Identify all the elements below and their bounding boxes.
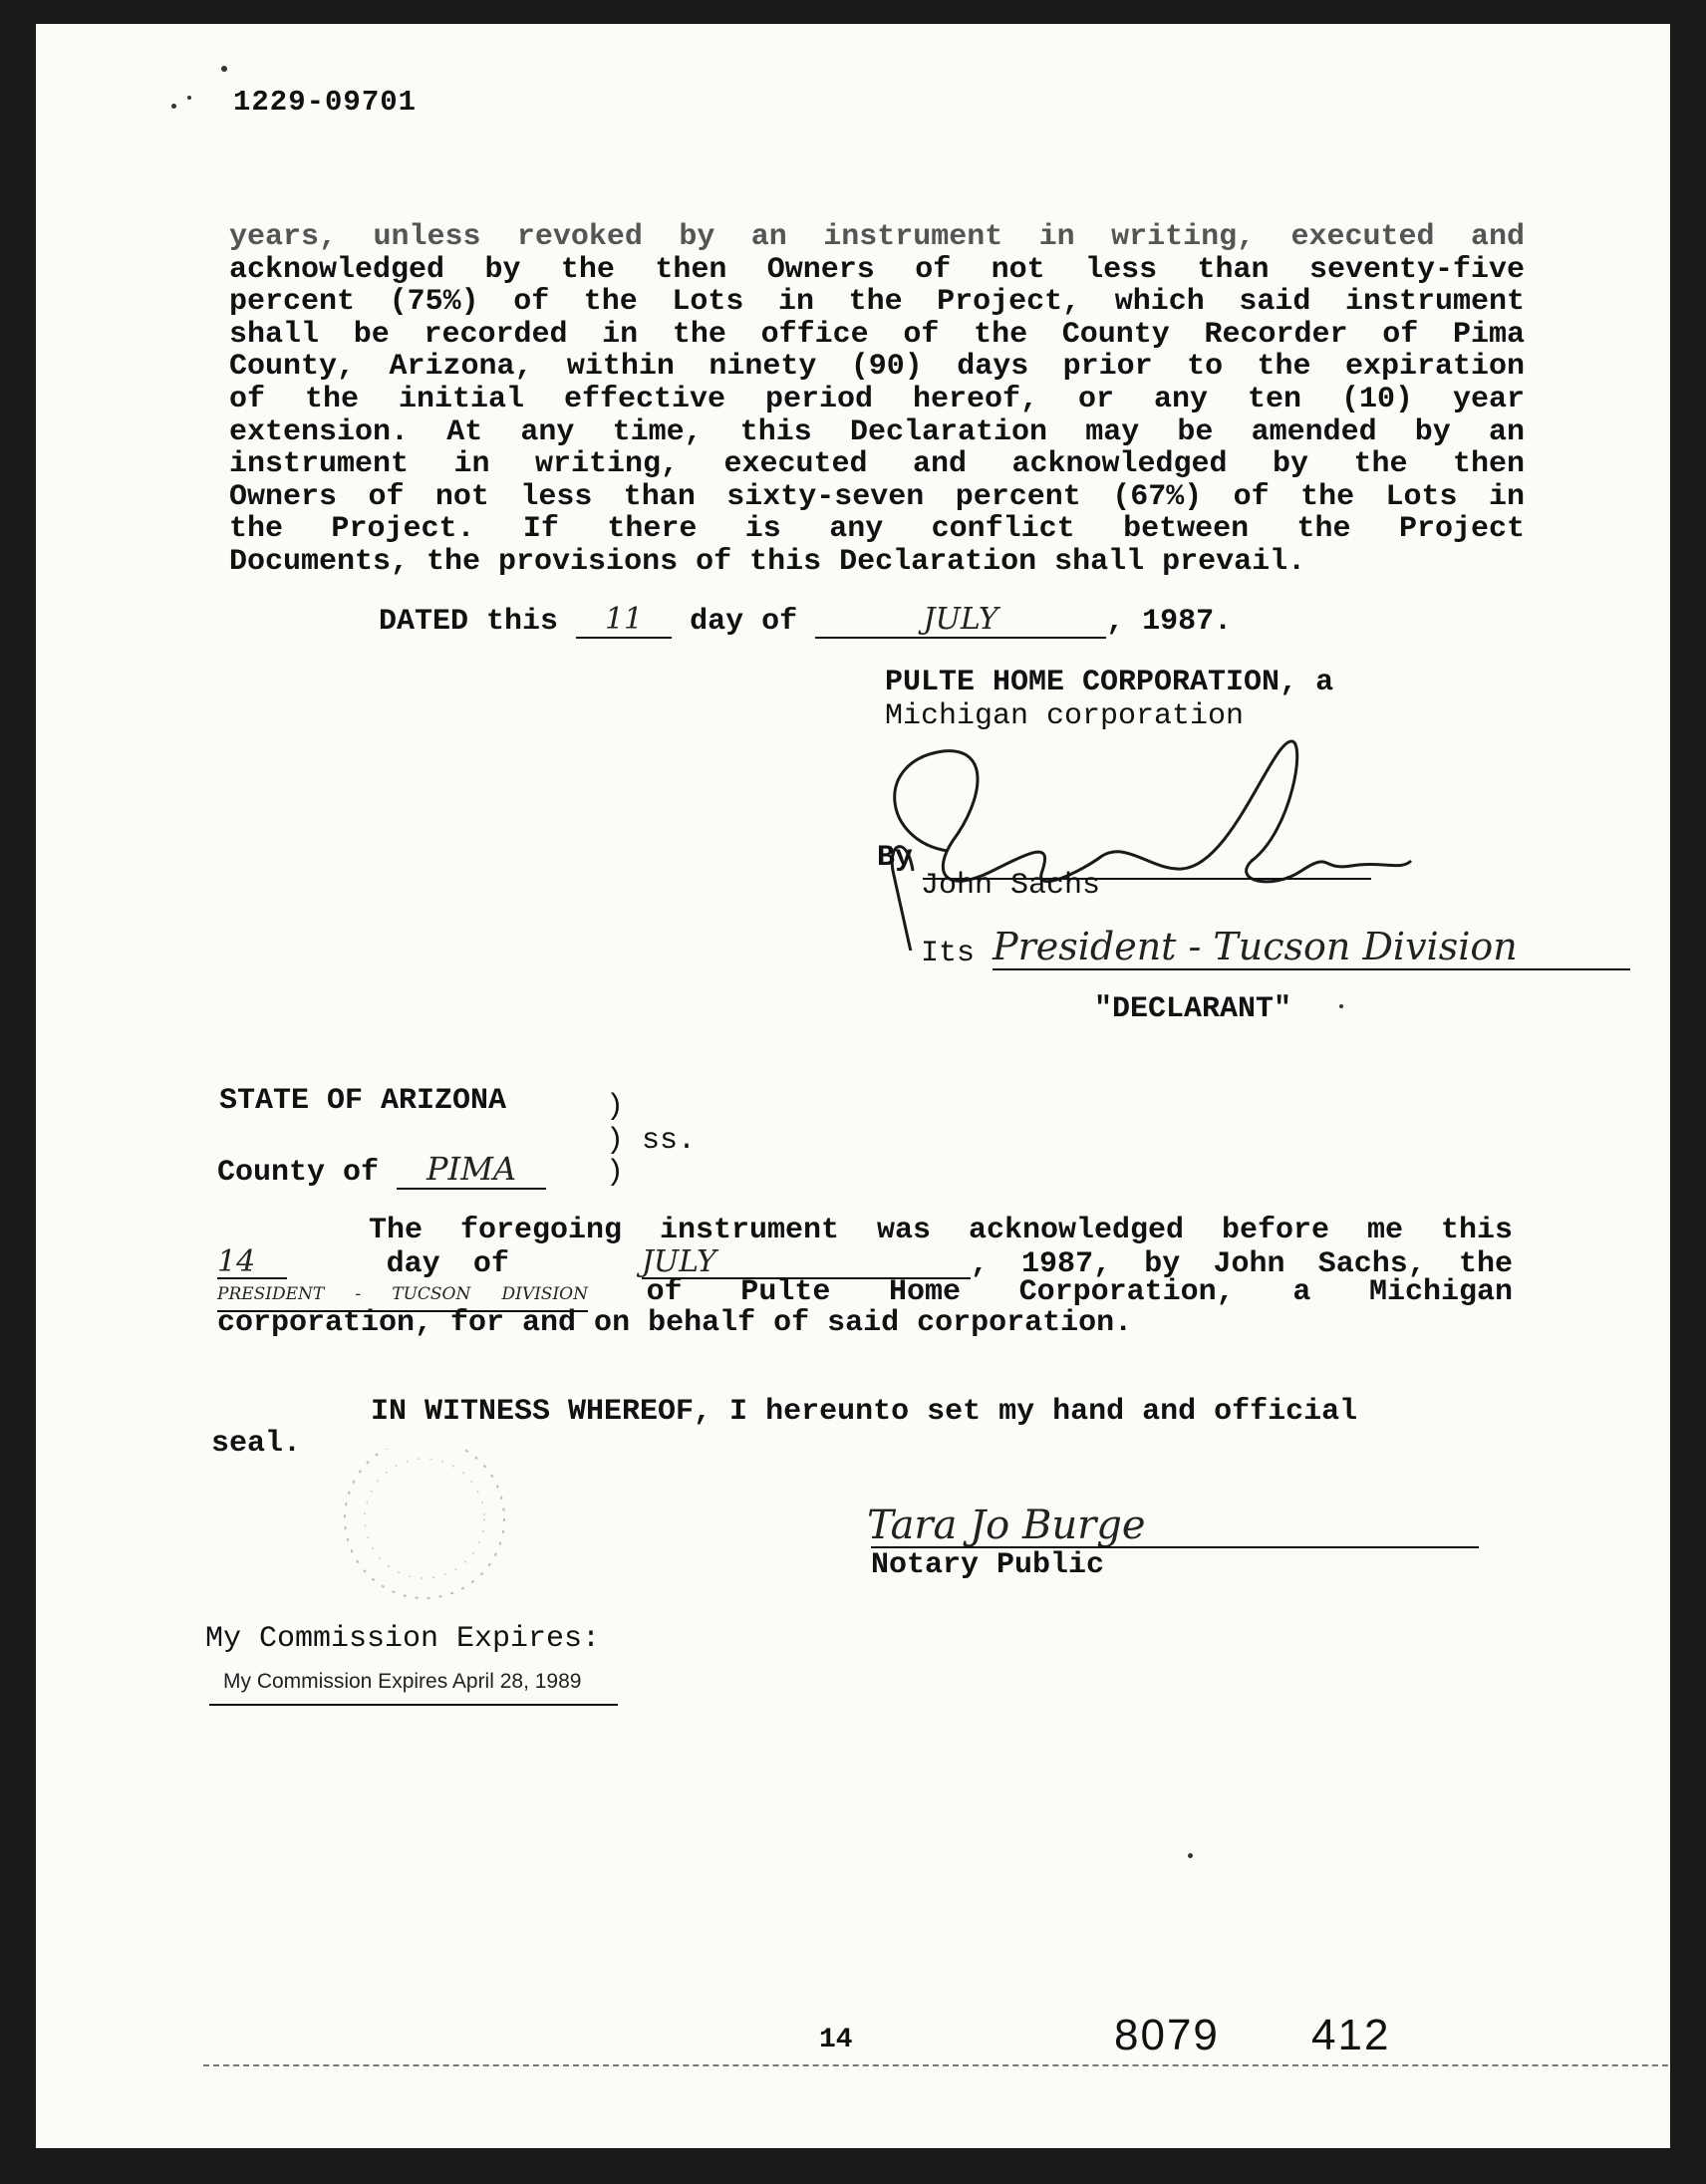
county-label: County of (217, 1156, 380, 1190)
venue-state: STATE OF ARIZONA (219, 1084, 507, 1118)
dated-day-of: day of (690, 605, 798, 639)
commission-line (209, 1704, 618, 1706)
recording-book: 8079 (1114, 2011, 1220, 2059)
scan-speck (1188, 1853, 1193, 1858)
ack-title-handwritten: PRESIDENT - TUCSON DIVISION (217, 1279, 588, 1312)
company-name-line: PULTE HOME CORPORATION, a (885, 666, 1334, 699)
document-number: 1229-09701 (233, 86, 418, 119)
dated-day: 11 (576, 602, 672, 639)
declaration-paragraph (229, 221, 1525, 579)
acknowledgment-paragraph (217, 1216, 1513, 1339)
dated-line (379, 602, 1232, 639)
paragraph-line: instrument in writing, executed and acknowledged by the then (229, 447, 1525, 482)
paragraph-line: of the initial effective period hereof, or any ten (10) year (229, 382, 1525, 416)
witness-line-1: IN WITNESS WHEREOF, I hereunto set my hand and official (371, 1395, 1358, 1429)
ack-line-1: The foregoing instrument was acknowledged before me this (369, 1214, 1513, 1247)
its-label: Its (921, 937, 976, 970)
notary-label: Notary Public (871, 1548, 1105, 1582)
commission-stamp: My Commission Expires April 28, 1989 (223, 1670, 582, 1693)
company-type-line: Michigan corporation (885, 699, 1245, 733)
paragraph-line: acknowledged by the then Owners of not less than seventy-five (229, 252, 1525, 287)
recording-page: 412 (1311, 2011, 1391, 2059)
scan-speck (1339, 1004, 1343, 1008)
dated-prefix: DATED this (379, 605, 559, 639)
document-page (36, 24, 1670, 2148)
ack-line-4: corporation, for and on behalf of said corporation. (217, 1306, 1133, 1340)
witness-line-2: seal. (211, 1427, 302, 1461)
notary-seal-impression (185, 1449, 544, 1628)
page-bottom-rule (203, 2064, 1670, 2066)
signer-name: John Sachs (921, 869, 1101, 903)
ack-day-of: day of (386, 1247, 509, 1281)
signer-title-handwritten: President - Tucson Division (993, 925, 1630, 970)
venue-ss: ) ss. (606, 1124, 697, 1158)
ack-line-3-rest: of Pulte Home Corporation, a Michigan (646, 1275, 1513, 1309)
ack-line-2-rest: , 1987, by John Sachs, the (970, 1247, 1514, 1281)
declarant-role: "DECLARANT" (1094, 992, 1292, 1026)
scan-speck (187, 96, 191, 100)
ack-line-3 (217, 1277, 1513, 1308)
ack-day: 14 (217, 1246, 287, 1279)
paragraph-line: Owners of not less than sixty-seven percent (67%) of the Lots in (229, 479, 1525, 514)
commission-label: My Commission Expires: (205, 1622, 601, 1656)
paragraph-line: County, Arizona, within ninety (90) days prior to the expiration (229, 350, 1525, 385)
paragraph-line: the Project. If there is any conflict between the Project (229, 512, 1525, 547)
by-label: By (877, 841, 914, 875)
scan-speck (171, 104, 176, 109)
declarant-signature-drawing (853, 721, 1451, 951)
venue-paren-bottom: ) (606, 1156, 625, 1190)
notary-signature: Tara Jo Burge (867, 1502, 1146, 1548)
venue-paren-top: ) (606, 1090, 625, 1124)
scan-speck (221, 66, 227, 72)
ack-month: JULY (642, 1246, 971, 1279)
page-number: 14 (819, 2025, 853, 2055)
paragraph-line: Documents, the provisions of this Declaration shall prevail. (229, 544, 1306, 579)
paragraph-line: extension. At any time, this Declaration may be amended by an (229, 414, 1525, 449)
ack-line-2 (217, 1244, 1514, 1281)
dated-year: , 1987. (1106, 605, 1233, 639)
county-line (217, 1150, 546, 1190)
paragraph-line: shall be recorded in the office of the County Recorder of Pima (229, 317, 1525, 352)
county-name: PIMA (397, 1150, 546, 1190)
dated-month: JULY (815, 602, 1106, 639)
paragraph-line: percent (75%) of the Lots in the Project, which said instrument (229, 285, 1525, 320)
paragraph-line: years, unless revoked by an instrument in writing, executed and (229, 220, 1525, 254)
